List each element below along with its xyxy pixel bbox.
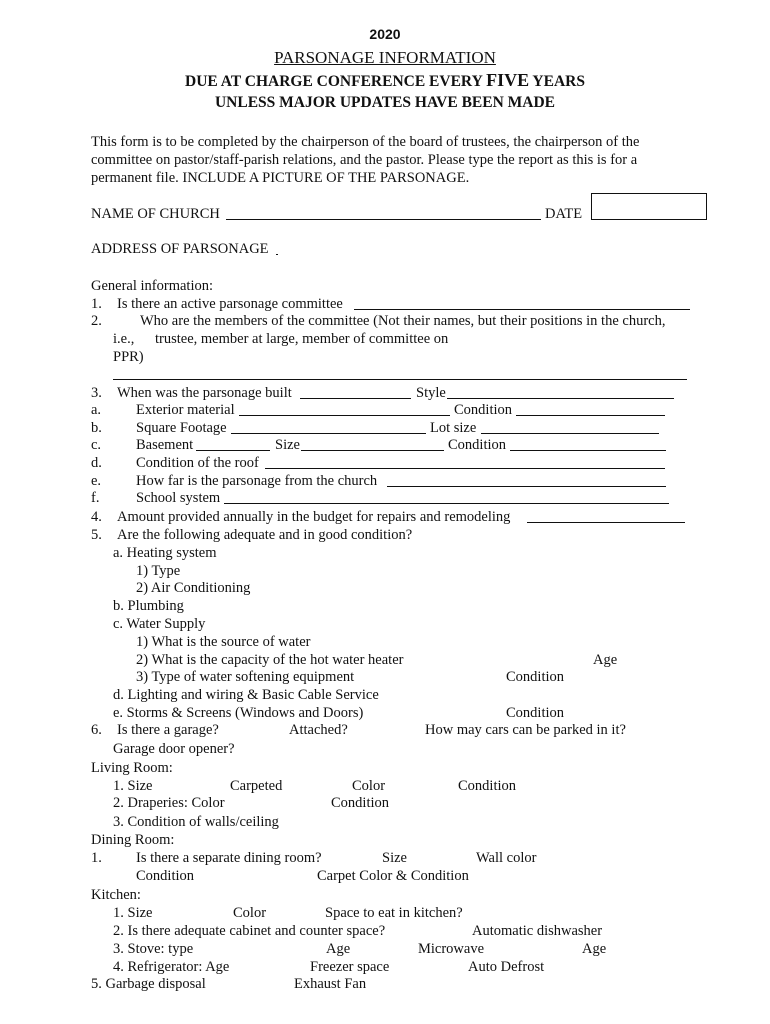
distance-label: How far is the parsonage from the church	[136, 473, 378, 489]
hot-water-age-label: Age	[593, 652, 618, 668]
basement-condition-field[interactable]	[510, 450, 666, 451]
basement-condition-label: Condition	[448, 437, 507, 453]
due-line-b: YEARS	[532, 73, 585, 90]
exterior-condition-label: Condition	[454, 402, 513, 418]
item-d-letter: d.	[91, 455, 102, 471]
lot-size-field[interactable]	[481, 433, 659, 434]
item-b-letter: b.	[91, 420, 102, 436]
intro-line-1: This form is to be completed by the chairperson of the board of trustees, the chairperson of the	[91, 134, 640, 150]
water-supply: c. Water Supply	[113, 616, 206, 632]
item-a-letter: a.	[91, 402, 102, 418]
living-size: 1. Size	[113, 778, 153, 794]
roof-label: Condition of the roof	[136, 455, 259, 471]
due-line	[0, 71, 770, 90]
item-c-letter: c.	[91, 437, 102, 453]
intro-line-3: permanent file. INCLUDE A PICTURE OF THE PARSONAGE.	[91, 170, 470, 186]
stove-type: 3. Stove: type	[113, 941, 194, 957]
q2-ie: i.e.,	[113, 331, 135, 347]
q1-number: 1.	[91, 296, 102, 312]
heating-system: a. Heating system	[113, 545, 217, 561]
living-carpeted: Carpeted	[230, 778, 283, 794]
kitchen-eat-space: Space to eat in kitchen?	[325, 905, 463, 921]
garage-label: Is there a garage?	[117, 722, 219, 738]
exterior-field[interactable]	[239, 415, 450, 416]
lighting-wiring: d. Lighting and wiring & Basic Cable Service	[113, 687, 379, 703]
kitchen-size: 1. Size	[113, 905, 153, 921]
exterior-condition-field[interactable]	[516, 415, 665, 416]
item-e-letter: e.	[91, 473, 102, 489]
attached-label: Attached?	[289, 722, 348, 738]
living-room-heading: Living Room:	[91, 760, 173, 776]
dining-room-heading: Dining Room:	[91, 832, 175, 848]
intro-line-2: committee on pastor/staff-parish relations, and the pastor. Please type the report as this is for a	[91, 152, 638, 168]
microwave-age: Age	[582, 941, 607, 957]
q1-field[interactable]	[354, 309, 690, 310]
auto-defrost: Auto Defrost	[468, 959, 545, 975]
date-label: DATE	[545, 206, 583, 222]
exterior-label: Exterior material	[136, 402, 235, 418]
church-name-label: NAME OF CHURCH	[91, 206, 220, 222]
water-softening: 3) Type of water softening equipment	[136, 669, 355, 685]
basement-field[interactable]	[196, 450, 270, 451]
q3-built-field[interactable]	[300, 398, 411, 399]
q4-text: Amount provided annually in the budget for repairs and remodeling	[117, 509, 511, 525]
q3-style-field[interactable]	[447, 398, 674, 399]
distance-field[interactable]	[387, 486, 666, 487]
q1-text: Is there an active parsonage committee	[117, 296, 343, 312]
square-footage-field[interactable]	[231, 433, 426, 434]
stove-age: Age	[326, 941, 351, 957]
air-conditioning: 2) Air Conditioning	[136, 580, 251, 596]
dining-wall-color: Wall color	[476, 850, 537, 866]
q4-number: 4.	[91, 509, 102, 525]
school-field[interactable]	[224, 503, 669, 504]
basement-size-label: Size	[275, 437, 300, 453]
garbage-disposal: 5. Garbage disposal	[91, 976, 206, 992]
q6-number: 6.	[91, 722, 102, 738]
dining-number: 1.	[91, 850, 102, 866]
q2-text-b: trustee, member at large, member of committee on	[155, 331, 449, 347]
subtitle: UNLESS MAJOR UPDATES HAVE BEEN MADE	[214, 94, 556, 111]
storms-condition: Condition	[506, 705, 565, 721]
walls-ceiling: 3. Condition of walls/ceiling	[113, 814, 279, 830]
dining-condition: Condition	[136, 868, 195, 884]
cabinet-space: 2. Is there adequate cabinet and counter space?	[113, 923, 386, 939]
dining-size: Size	[382, 850, 407, 866]
roof-field[interactable]	[265, 468, 665, 469]
heating-type: 1) Type	[136, 563, 181, 579]
q3-text: When was the parsonage built	[117, 385, 292, 401]
dining-carpet: Carpet Color & Condition	[317, 868, 469, 884]
item-f-letter: f.	[91, 490, 100, 506]
water-softening-condition: Condition	[506, 669, 565, 685]
due-line-a: DUE AT CHARGE CONFERENCE EVERY	[185, 73, 483, 90]
year: 2020	[369, 26, 401, 42]
form-title: PARSONAGE INFORMATION	[274, 48, 496, 67]
hot-water-capacity: 2) What is the capacity of the hot water heater	[136, 652, 404, 668]
cars-label: How may cars can be parked in it?	[425, 722, 626, 738]
q4-field[interactable]	[527, 522, 685, 523]
living-color: Color	[352, 778, 386, 794]
draperies-color: 2. Draperies: Color	[113, 795, 225, 811]
address-label: ADDRESS OF PARSONAGE	[91, 241, 269, 257]
living-condition: Condition	[458, 778, 517, 794]
church-name-field[interactable]	[226, 219, 541, 220]
school-label: School system	[136, 490, 221, 506]
water-source: 1) What is the source of water	[136, 634, 311, 650]
due-five: FIVE	[486, 70, 530, 90]
basement-label: Basement	[136, 437, 194, 453]
plumbing: b. Plumbing	[113, 598, 184, 614]
q3-number: 3.	[91, 385, 102, 401]
garage-door-label: Garage door opener?	[113, 741, 235, 757]
storms-screens: e. Storms & Screens (Windows and Doors)	[113, 705, 364, 721]
q3-style-label: Style	[416, 385, 446, 401]
freezer-space: Freezer space	[310, 959, 390, 975]
q5-number: 5.	[91, 527, 102, 543]
q5-text: Are the following adequate and in good condition?	[117, 527, 413, 543]
exhaust-fan: Exhaust Fan	[294, 976, 367, 992]
q2-text-c: PPR)	[113, 349, 144, 365]
address-field[interactable]	[276, 254, 278, 255]
basement-size-field[interactable]	[301, 450, 444, 451]
square-footage-label: Square Footage	[136, 420, 227, 436]
lot-size-label: Lot size	[430, 420, 477, 436]
kitchen-heading: Kitchen:	[91, 887, 141, 903]
draperies-condition: Condition	[331, 795, 390, 811]
q2-field[interactable]	[113, 379, 687, 380]
refrigerator-age: 4. Refrigerator: Age	[113, 959, 230, 975]
dishwasher: Automatic dishwasher	[472, 923, 603, 939]
general-heading: General information:	[91, 278, 213, 294]
kitchen-color: Color	[233, 905, 267, 921]
q2-text: Who are the members of the committee (Not their names, but their positions in the church,	[140, 313, 666, 329]
dining-separate: Is there a separate dining room?	[136, 850, 322, 866]
q2-number: 2.	[91, 313, 102, 329]
microwave: Microwave	[418, 941, 485, 957]
date-field[interactable]	[591, 193, 707, 220]
